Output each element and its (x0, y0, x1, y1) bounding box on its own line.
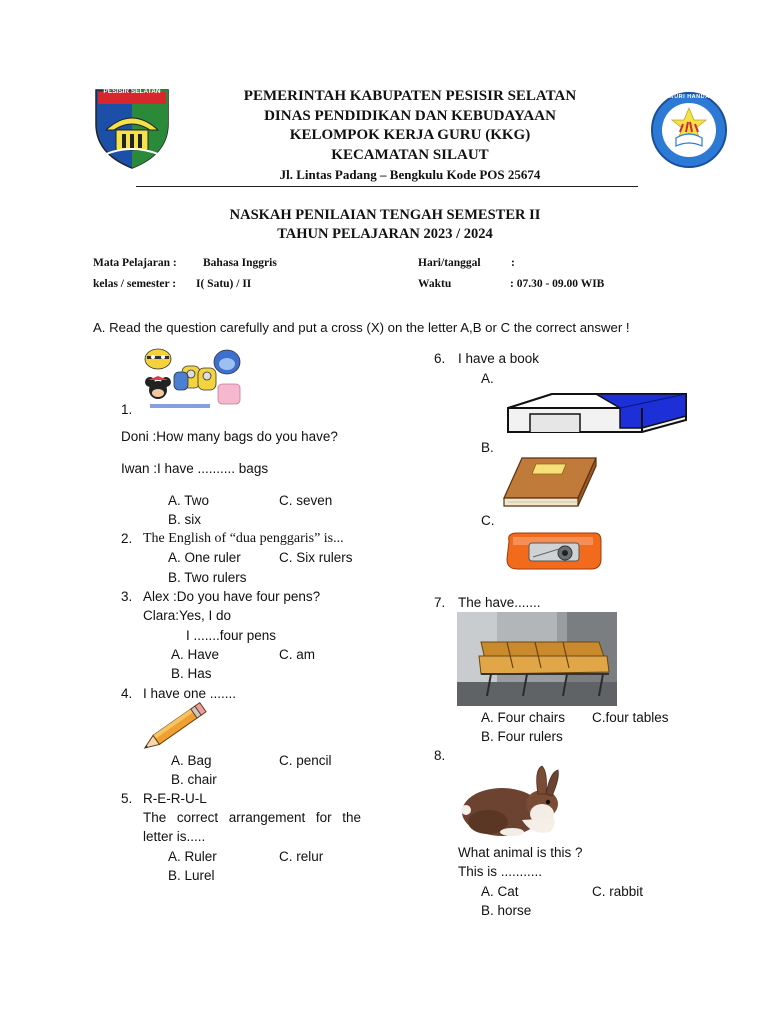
q4-number: 4. (121, 686, 133, 701)
minion-bags (174, 366, 216, 390)
subject-value: Bahasa Inggris (203, 257, 277, 269)
sharpener-image (503, 527, 605, 573)
q3-number: 3. (121, 589, 133, 604)
q6-number: 6. (434, 351, 446, 366)
q4-text: I have one ....... (143, 686, 237, 701)
q2-text: The English of “dua penggaris” is... (143, 531, 344, 546)
q8-line-2: This is ........... (458, 864, 543, 879)
q8-option-b[interactable]: B. horse (481, 903, 532, 918)
q7-option-c[interactable]: C.four tables (592, 710, 669, 725)
q2-option-c[interactable]: C. Six rulers (279, 550, 353, 565)
time-value: : 07.30 - 09.00 WIB (510, 278, 605, 290)
stitch-bag (214, 350, 240, 374)
q3-line-2: Clara:Yes, I do (143, 608, 232, 623)
q7-option-b[interactable]: B. Four rulers (481, 729, 563, 744)
q5-number: 5. (121, 791, 133, 806)
q2-option-a[interactable]: A. One ruler (168, 550, 241, 565)
q5-text: R-E-R-U-L (143, 791, 207, 806)
q5-option-b[interactable]: B. Lurel (168, 868, 215, 883)
header-line-3: KELOMPOK KERJA GURU (KKG) (289, 127, 531, 143)
exam-title-line-1: NASKAH PENILAIAN TENGAH SEMESTER II (229, 207, 541, 223)
q5-option-c[interactable]: C. relur (279, 849, 324, 864)
day-value: : (511, 257, 515, 269)
header-divider (136, 186, 638, 187)
q6-text: I have a book (458, 351, 540, 366)
q6-option-a[interactable]: A. (481, 371, 494, 386)
instruction: A. Read the question carefully and put a cross (X) on the letter A,B or C the correct answer ! (93, 320, 630, 335)
q8-number: 8. (434, 748, 446, 763)
q1-option-b[interactable]: B. six (168, 512, 202, 527)
exam-title (160, 206, 610, 244)
pencil-image (142, 702, 212, 750)
header-address: Jl. Lintas Padang – Bengkulu Kode POS 25674 (279, 167, 541, 182)
q4-option-a[interactable]: A. Bag (171, 753, 212, 768)
header-block (200, 87, 620, 185)
tut-wuri-handayani-logo (650, 90, 728, 170)
q4-option-c[interactable]: C. pencil (279, 753, 332, 768)
book-image (500, 454, 600, 510)
q4-option-b[interactable]: B. chair (171, 772, 217, 787)
q1-line-2: Iwan :I have .......... bags (121, 461, 269, 476)
q5-text-2: The correct arrangement for the letter is..... (143, 810, 361, 844)
q5-option-a[interactable]: A. Ruler (168, 849, 217, 864)
pesisir-selatan-logo (92, 84, 172, 170)
q7-number: 7. (434, 595, 446, 610)
q7-option-a[interactable]: A. Four chairs (481, 710, 566, 725)
header-line-4: KECAMATAN SILAUT (331, 146, 489, 163)
q3-line-3: I .......four pens (186, 628, 277, 643)
q3-option-b[interactable]: B. Has (171, 666, 212, 681)
q1-line-1: Doni :How many bags do you have? (121, 429, 338, 444)
chairs-image (457, 612, 617, 706)
q7-text: The have....... (458, 595, 541, 610)
q8-option-a[interactable]: A. Cat (481, 884, 519, 899)
q3-option-c[interactable]: C. am (279, 647, 316, 662)
q8-line-1: What animal is this ? (458, 845, 583, 860)
mouse-bag (145, 376, 171, 399)
right-logo-text: TUT WURI HANDAYANI (654, 94, 724, 100)
q8-option-c[interactable]: C. rabbit (592, 884, 644, 899)
q6-option-b[interactable]: B. (481, 440, 494, 455)
subject-label: Mata Pelajaran : (93, 257, 177, 269)
q1-option-c[interactable]: C. seven (279, 493, 333, 508)
header-line-2: DINAS PENDIDIKAN DAN KEBUDAYAAN (264, 107, 556, 124)
header-line-1: PEMERINTAH KABUPATEN PESISIR SELATAN (243, 88, 577, 104)
q2-option-b[interactable]: B. Two rulers (168, 570, 247, 585)
bags-image (140, 346, 244, 408)
q2-number: 2. (121, 531, 133, 546)
q1-option-a[interactable]: A. Two (168, 493, 210, 508)
rabbit-image (458, 764, 572, 840)
q3-line-1: Alex :Do you have four pens? (143, 589, 321, 604)
day-label: Hari/tanggal (418, 257, 481, 269)
exam-title-line-2: TAHUN PELAJARAN 2023 / 2024 (277, 226, 493, 242)
q6-option-c[interactable]: C. (481, 513, 495, 528)
class-label: kelas / semester : (93, 278, 177, 290)
class-value: I( Satu) / II (196, 278, 252, 290)
time-label: Waktu (418, 278, 452, 290)
q1-number: 1. (121, 402, 133, 417)
bee-bag (145, 349, 171, 369)
pink-bag (218, 384, 240, 404)
eraser-image (500, 386, 690, 438)
left-logo-text: PESISIR SELATAN (103, 88, 161, 95)
q3-option-a[interactable]: A. Have (171, 647, 220, 662)
